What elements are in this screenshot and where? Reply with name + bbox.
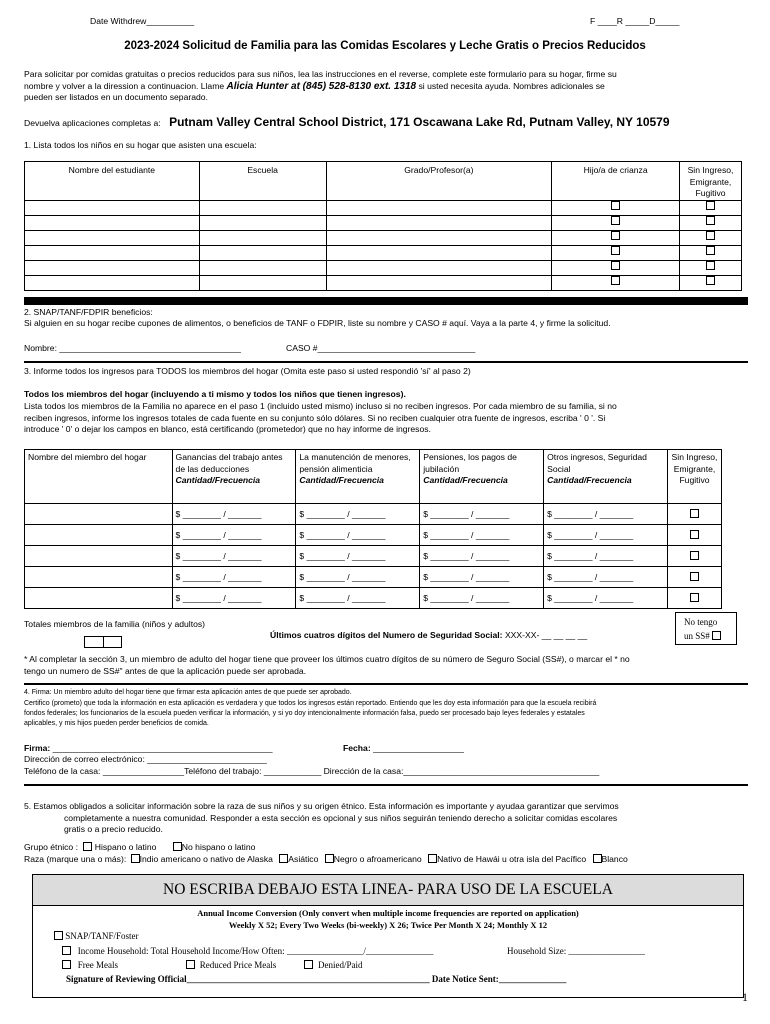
snap-row: SNAP/TANF/Foster: [54, 931, 139, 941]
no-income-checkbox[interactable]: [690, 530, 699, 539]
free-meals-checkbox[interactable]: [62, 960, 71, 969]
date-withdrew: Date Withdrew__________: [90, 16, 195, 26]
no-income-checkbox[interactable]: [690, 593, 699, 602]
no-income-checkbox[interactable]: [690, 551, 699, 560]
foster-checkbox[interactable]: [611, 261, 620, 270]
page-title: 2023-2024 Solicitud de Familia para las Comidas Escolares y Leche Gratis o Precios Reducidos: [124, 40, 646, 52]
no-income-checkbox[interactable]: [706, 261, 715, 270]
ssn-note: * Al completar la sección 3, un miembro de adulto del hogar tiene que proveer los últimos cuatro dígitos de su número de Seguro Social (SS#), o marcar el * no tengo un numero de SS#" antes de que la aplicación puede ser aprobada.: [24, 654, 630, 676]
determination-row: Free Meals Reduced Price Meals Denied/Paid: [62, 960, 362, 970]
no-ssn-box: No tengo un SS#: [675, 612, 737, 645]
race-checkbox-pacific[interactable]: [428, 854, 437, 863]
denied-checkbox[interactable]: [304, 960, 313, 969]
foster-checkbox[interactable]: [611, 276, 620, 285]
race-checkbox-native[interactable]: [131, 854, 140, 863]
foster-checkbox[interactable]: [611, 216, 620, 225]
col-member-name: Nombre del miembro del hogar: [25, 450, 173, 504]
return-info: Devuelva aplicaciones completas a: Putnam Valley Central School District, 171 Oscawana Lake Rd, Putnam Valley, NY 10579: [24, 115, 670, 129]
divider: [24, 683, 748, 685]
col-foster: Hijo/a de crianza: [552, 162, 680, 201]
section2-text: Si alguien en su hogar recibe cupones de alimentos, o beneficios de TANF o FDPIR, liste su nombre y CASO # aquí. Vaya a la parte 4, y firme la solicitud.: [24, 318, 611, 328]
col-no-income: Sin Ingreso, Emigrante, Fugitivo: [680, 162, 742, 201]
table-row: $ ________ / _______ $ ________ / _______ $ ________ / _______ $ ________ / _______: [25, 504, 722, 525]
ssn-field[interactable]: Últimos cuatros dígitos del Numero de Seguridad Social: XXX-XX- __ __ __ __: [270, 630, 588, 640]
section3-bold: Todos los miembros del hogar (incluyendo a ti mismo y todos los niños que tienen ingresos).: [24, 389, 406, 399]
office-use-title: NO ESCRIBA DEBAJO ESTA LINEA- PARA USO DE LA ESCUELA: [33, 875, 743, 906]
section4-heading: 4. Firma: Un miembro adulto del hogar tiene que firmar esta aplicación antes de que puede ser aprobado.: [24, 689, 352, 696]
table-row: $ ________ / _______ $ ________ / _______ $ ________ / _______ $ ________ / _______: [25, 546, 722, 567]
signature-field[interactable]: Firma: ______________________________________________: [24, 743, 273, 753]
contact-info: Alicia Hunter at (845) 528-8130 ext. 1318: [226, 80, 417, 92]
no-income-checkbox[interactable]: [706, 246, 715, 255]
divider: [24, 297, 748, 305]
no-income-checkbox[interactable]: [706, 216, 715, 225]
race-row: Raza (marque una o más): Indio americano o nativo de Alaska Asiático Negro o afroamericano Nativo de Hawái u otra isla del Pacífico Blanco: [24, 854, 628, 864]
foster-checkbox[interactable]: [611, 246, 620, 255]
snap-case-field[interactable]: CASO #_________________________________: [286, 343, 476, 353]
no-income-checkbox[interactable]: [690, 509, 699, 518]
section3-instructions: Lista todos los miembros de la Familia no aparece en el paso 1 (incluido usted mismo) incluso si no reciben ingresos. Por cada miembro de su familia, si no reciben ingresos, informe los ingresos totales de cada fuente en su conjunto sólo dólares. Si no reciben cualquier otra fuente de ingresos, escriba ' 0 '. Si introduce ' 0' o dejar los campos en blanco, está certificando (prometedor) que no hay informe de ingresos.: [24, 401, 617, 435]
divider: [24, 784, 748, 786]
reviewer-signature[interactable]: Signature of Reviewing Official______________________________________________________ Date Notice Sent:_______________: [66, 974, 567, 984]
col-grade: Grado/Profesor(a): [326, 162, 552, 201]
income-household-row: Income Household: Total Household Income/How Often: _________________/_______________: [62, 946, 433, 956]
household-size[interactable]: Household Size: _________________: [507, 946, 645, 956]
col-pensions: Pensiones, los pagos de jubilación Cantidad/Frecuencia: [420, 450, 544, 504]
certification-text: Certifico (prometo) que toda la información en esta aplicación es verdadera y que todos los ingresos están reportado. Entiendo que les doy esta información para que la escuela recibirá fondos federales; los funcionarios de la escuela pueden verificar la información, y si yo doy intencionalmente información falsa, puedo ser procesado bajo leyes federales y estatales aplicables, y mis hijos pueden perder beneficios de comida.: [24, 700, 597, 727]
frd-marks: F ____R _____D_____: [590, 16, 680, 26]
total-members-label: Totales miembros de la familia (niños y adultos): [24, 619, 206, 629]
hispanic-checkbox[interactable]: [83, 842, 92, 851]
no-income-checkbox[interactable]: [706, 201, 715, 210]
section1-heading: 1. Lista todos los niños en su hogar que asisten una escuela:: [24, 140, 257, 150]
email-field[interactable]: Dirección de correo electrónico: _________________________: [24, 754, 267, 764]
no-income-checkbox[interactable]: [706, 276, 715, 285]
table-row: $ ________ / _______ $ ________ / _______ $ ________ / _______ $ ________ / _______: [25, 588, 722, 609]
col-other-income: Otros ingresos, Seguridad Social Cantidad/Frecuencia: [544, 450, 668, 504]
snap-checkbox[interactable]: [54, 931, 63, 940]
snap-name-field[interactable]: Nombre: ______________________________________: [24, 343, 241, 353]
foster-checkbox[interactable]: [611, 201, 620, 210]
table-row: [25, 275, 742, 290]
section5-text: 5. Estamos obligados a solicitar información sobre la raza de sus niños y su origen étnico. Esta información es importante y ayudaa garantizar que servimos completamente a nuestra comunidad. Responder a esta sección es opcional y sus niños seguirán teniendo derecho a solicitar comidas escolares gratis o a precio reducido.: [24, 801, 619, 835]
no-income-checkbox[interactable]: [690, 572, 699, 581]
divider: [24, 361, 748, 363]
table-row: $ ________ / _______ $ ________ / _______ $ ________ / _______ $ ________ / _______: [25, 567, 722, 588]
race-checkbox-black[interactable]: [325, 854, 334, 863]
table-row: [25, 245, 742, 260]
race-checkbox-white[interactable]: [593, 854, 602, 863]
reduced-checkbox[interactable]: [186, 960, 195, 969]
ethnicity-row: Grupo étnico : Hispano o latino No hispano o latino: [24, 842, 256, 852]
foster-checkbox[interactable]: [611, 231, 620, 240]
col-student-name: Nombre del estudiante: [25, 162, 200, 201]
table-row: [25, 230, 742, 245]
race-checkbox-asian[interactable]: [279, 854, 288, 863]
page-number: 1: [742, 990, 748, 1004]
table-row: [25, 260, 742, 275]
col-school: Escuela: [199, 162, 326, 201]
not-hispanic-checkbox[interactable]: [173, 842, 182, 851]
total-members-field[interactable]: [84, 636, 122, 648]
col-work-income: Ganancias del trabajo antes de las deducciones Cantidad/Frecuencia: [172, 450, 296, 504]
no-income-checkbox[interactable]: [706, 231, 715, 240]
income-household-checkbox[interactable]: [62, 946, 71, 955]
section2-heading: 2. SNAP/TANF/FDPIR beneficios:: [24, 307, 153, 317]
col-child-support: La manutención de menores, pensión alimenticia Cantidad/Frecuencia: [296, 450, 420, 504]
table-row: $ ________ / _______ $ ________ / _______ $ ________ / _______ $ ________ / _______: [25, 525, 722, 546]
phone-address-field[interactable]: Teléfono de la casa: _________________Teléfono del trabajo: ____________ Dirección de la casa:_________________________________________: [24, 766, 600, 776]
col-no-income: Sin Ingreso, Emigrante, Fugitivo: [667, 450, 721, 504]
table-row: [25, 200, 742, 215]
income-table: [24, 449, 722, 609]
no-ssn-checkbox[interactable]: [712, 631, 721, 640]
income-conversion: Annual Income Conversion (Only convert when multiple income frequencies are reported on application) Weekly X 52; Every Two Weeks (bi-weekly) X 26; Twice Per Month X 24; Monthly X 12: [197, 908, 579, 930]
return-address: Putnam Valley Central School District, 171 Oscawana Lake Rd, Putnam Valley, NY 10579: [169, 115, 670, 129]
section3-heading: 3. Informe todos los ingresos para TODOS los miembros del hogar (Omita este paso si usted respondió 'sí' al paso 2): [24, 366, 471, 376]
date-field[interactable]: Fecha: ___________________: [343, 743, 464, 753]
students-table: [24, 161, 742, 291]
table-row: [25, 215, 742, 230]
intro-text: Para solicitar por comidas gratuitas o precios reducidos para sus niños, lea las instrucciones en el reverse, complete este formulario para su hogar, firme su nombre y volver a la diression a continuacion. Llame Alicia Hunter at (845) 528-8130 ext. 1318 si usted necesita ayuda. Nombres adicionales se pueden ser listados en un documento separado.: [24, 69, 617, 103]
